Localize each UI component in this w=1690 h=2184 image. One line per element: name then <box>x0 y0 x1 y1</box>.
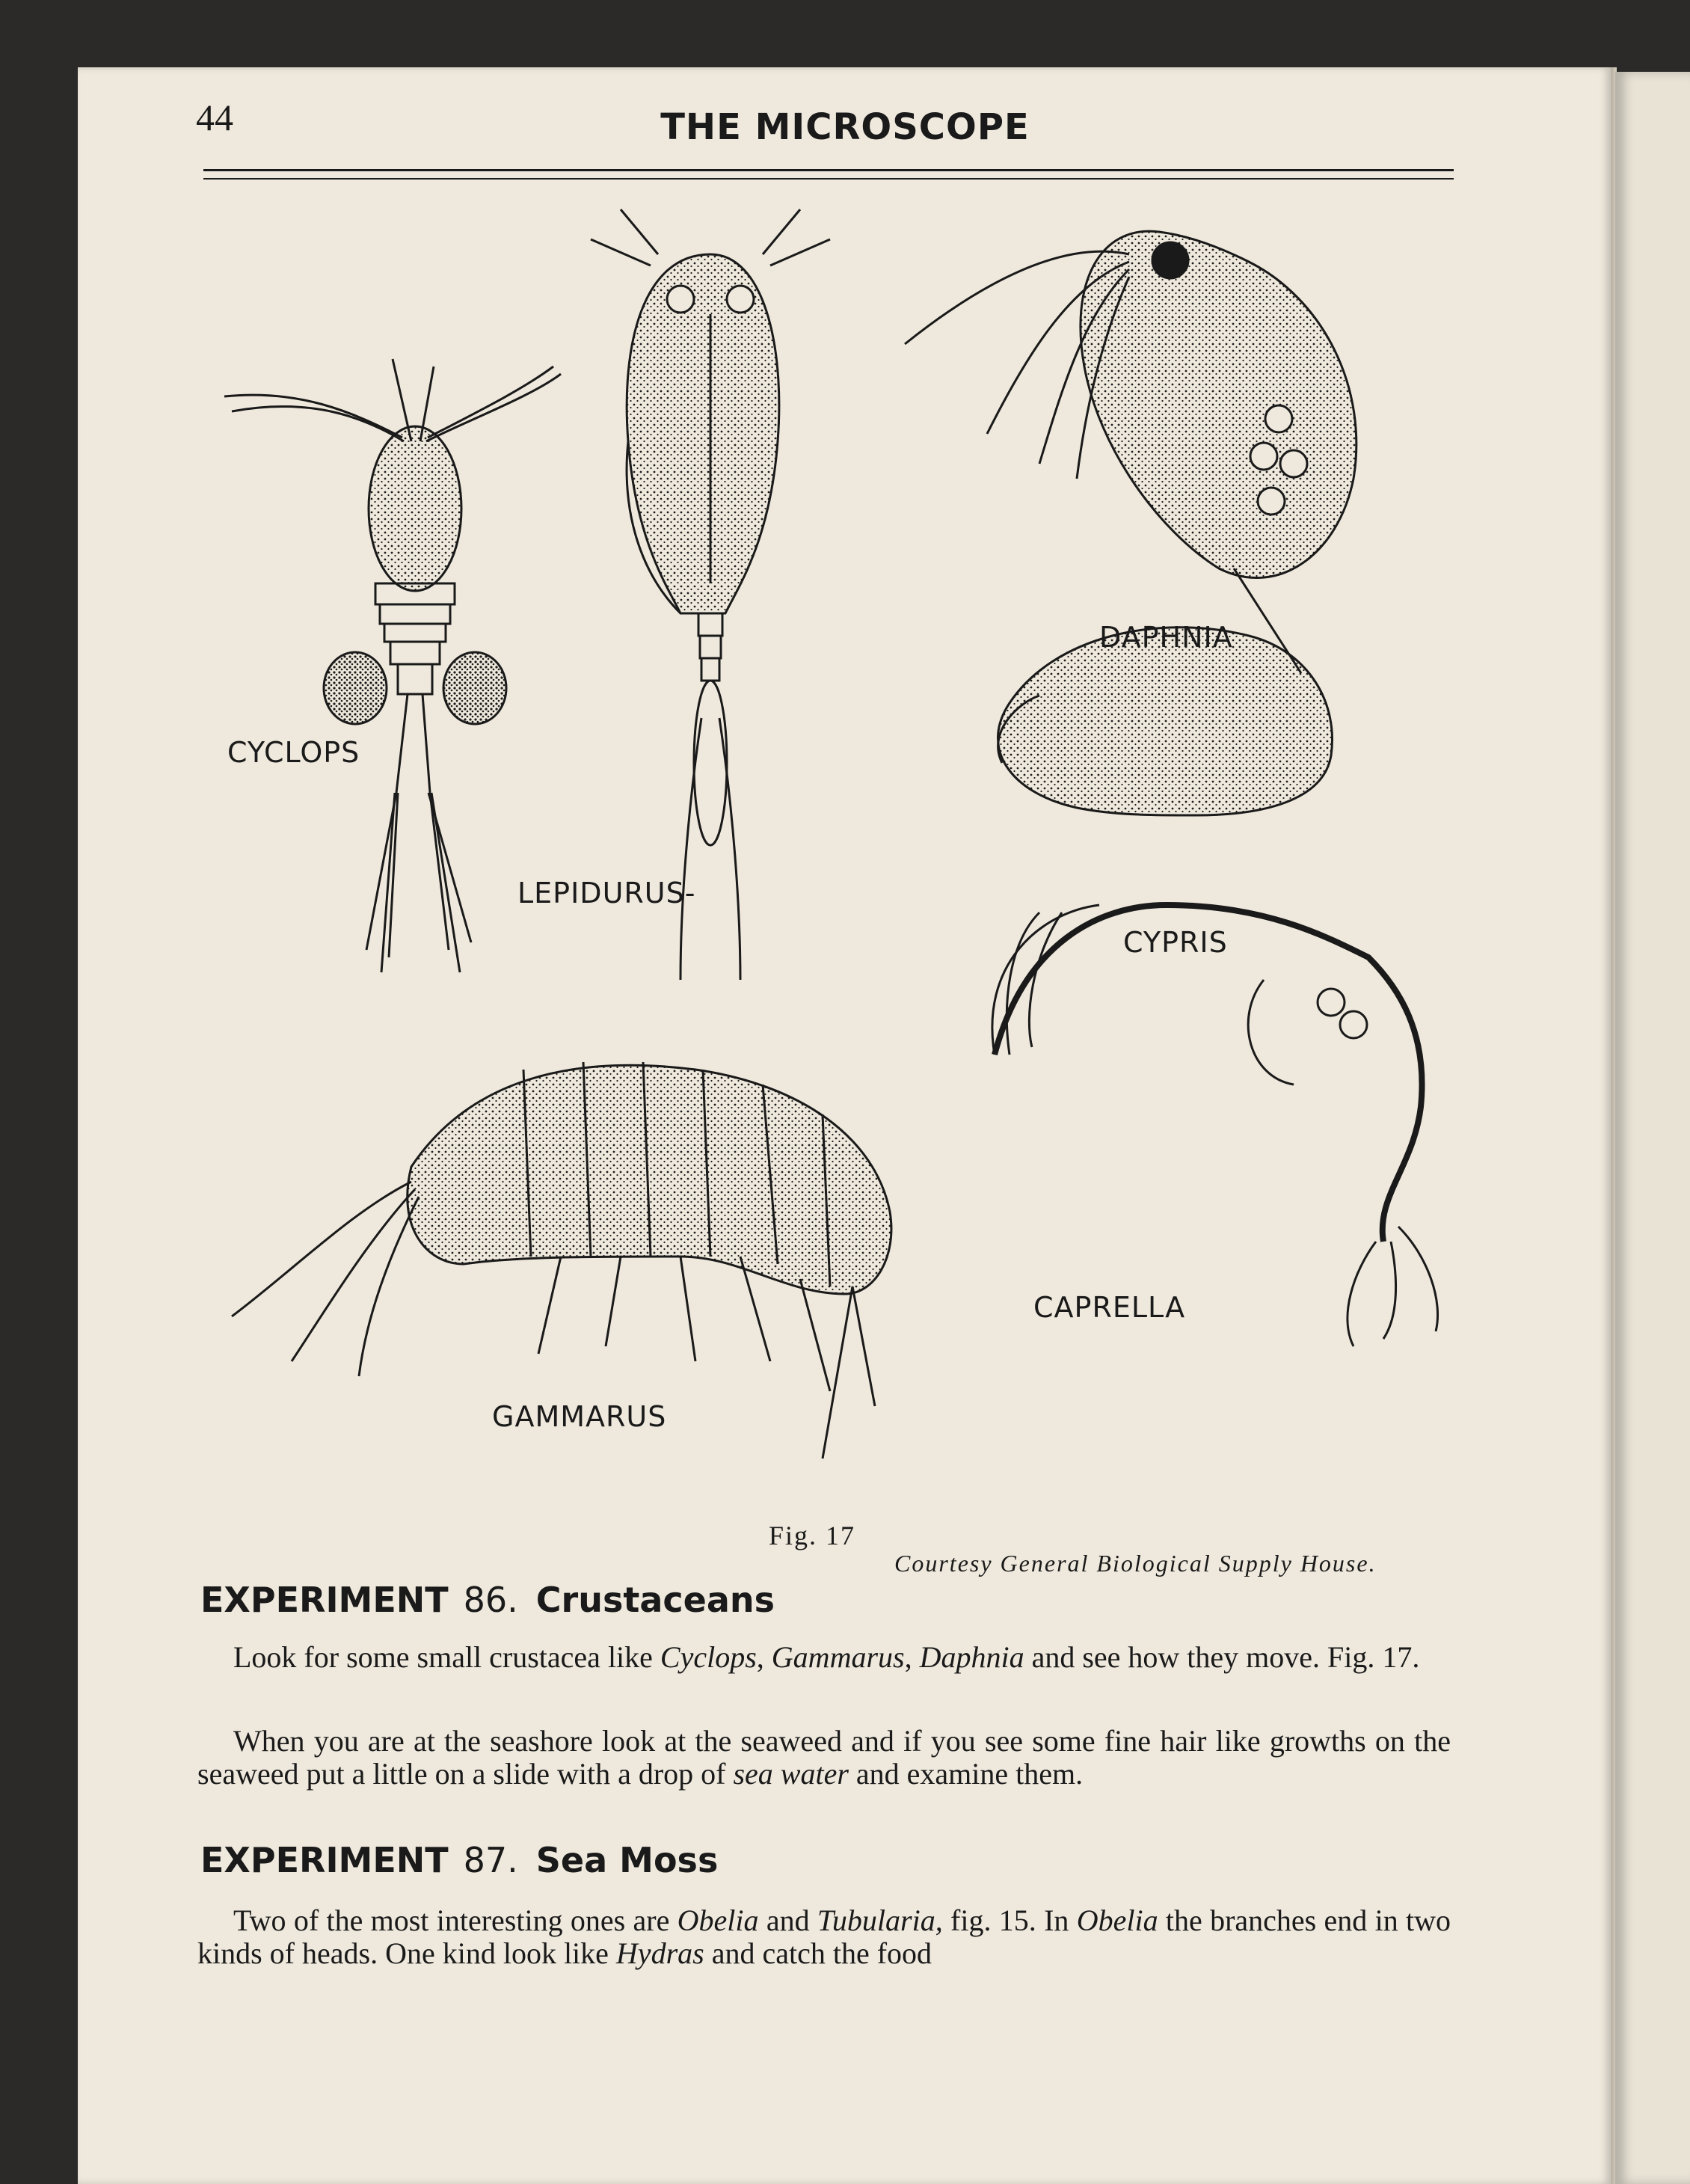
experiment-86-label: EXPERIMENT <box>200 1580 449 1620</box>
italic-term: Tubularia, <box>817 1904 943 1937</box>
italic-term: Gammarus <box>771 1640 905 1674</box>
facing-page-edge <box>1615 72 1690 2184</box>
label-gammarus: GAMMARUS <box>492 1400 667 1433</box>
experiment-87-heading <box>200 1840 718 1880</box>
crustacean-illustration <box>202 194 1458 1518</box>
italic-term: Obelia <box>677 1904 759 1937</box>
italic-term: Hydras <box>615 1936 704 1970</box>
experiment-87-title: Sea Moss <box>535 1840 719 1880</box>
experiment-86-title: Crustaceans <box>535 1580 775 1620</box>
label-daphnia: DAPHNIA <box>1099 621 1233 654</box>
cyclops-drawing <box>224 359 561 972</box>
text-run: fig. 15. In <box>942 1904 1077 1937</box>
cypris-drawing <box>998 628 1332 815</box>
label-cyclops: CYCLOPS <box>227 736 360 769</box>
italic-term: Daphnia <box>919 1640 1024 1674</box>
text-run: and <box>758 1904 817 1937</box>
page-number: 44 <box>196 96 233 138</box>
experiment-86-paragraph-2 <box>197 1725 1451 1791</box>
gammarus-drawing <box>232 1062 891 1458</box>
experiment-87-paragraph-1 <box>197 1904 1451 1970</box>
header-rule <box>203 169 1454 171</box>
experiment-87-label: EXPERIMENT <box>200 1840 449 1880</box>
text-run: the branches end in two kinds of heads. One kind look like <box>197 1904 1451 1970</box>
experiment-87-number: 87. <box>463 1840 518 1880</box>
text-run: Two of the most interesting ones are <box>233 1904 677 1937</box>
figure-credit: Courtesy General Biological Supply House. <box>894 1550 1377 1577</box>
daphnia-drawing <box>905 231 1356 673</box>
running-header-title: THE MICROSCOPE <box>660 106 1030 148</box>
caprella-drawing <box>992 905 1438 1346</box>
text-run: and see how they move. Fig. 17. <box>1024 1640 1420 1674</box>
label-cypris: CYPRIS <box>1123 926 1228 959</box>
label-caprella: CAPRELLA <box>1033 1291 1186 1324</box>
experiment-86-number: 86. <box>463 1580 518 1620</box>
italic-term: Obelia <box>1076 1904 1158 1937</box>
text-run: and examine them. <box>848 1757 1084 1791</box>
experiment-86-paragraph-1 <box>197 1641 1451 1674</box>
text-run: , <box>904 1640 920 1674</box>
figure-caption: Fig. 17 <box>769 1521 856 1550</box>
text-run: Look for some small crustacea like <box>233 1640 660 1674</box>
italic-term: Cyclops <box>660 1640 757 1674</box>
italic-term: sea water <box>733 1757 849 1791</box>
text-run: , <box>756 1640 772 1674</box>
crustacean-drawings <box>202 194 1458 1518</box>
lepidurus-drawing <box>591 209 830 980</box>
text-run: When you are at the seashore look at the seaweed and if you see some fine hair like growths on the seaweed put a little on a slide with a drop of <box>197 1724 1451 1791</box>
label-lepidurus: LEPIDURUS- <box>517 877 696 910</box>
header-rule-thin <box>203 178 1454 180</box>
experiment-86-heading <box>200 1580 775 1620</box>
text-run: and catch the food <box>704 1936 932 1970</box>
